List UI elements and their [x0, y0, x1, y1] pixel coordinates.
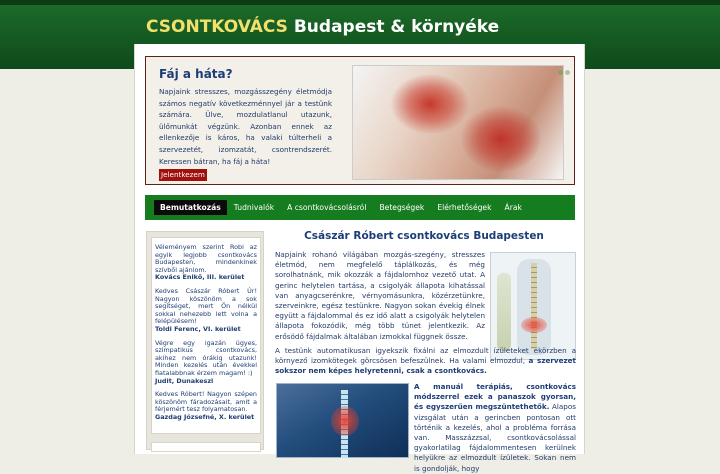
- hero-title: Fáj a háta?: [159, 67, 233, 81]
- paragraph-text: A testünk automatikusan igyekszik fixálni az elmozdult ízületeket ekörzben a környező izomkötegek görcsösen befeszülnek. Ha valami elmozdul,: [275, 346, 576, 366]
- testimonial-author: Gazdag Józsefné, X. kerület: [155, 412, 255, 421]
- page-title: Császár Róbert csontkovács Budapesten: [304, 230, 544, 242]
- testimonial-text: Végre egy igazán ügyes, szimpatikus csontkovács, akihez nem órákig utazunk! Minden kezelés után évekkel fiatalabbnak érzem magam! :): [155, 338, 257, 377]
- site-brand: CSONTKOVÁCS: [146, 17, 288, 37]
- nav-item-tudnivalok[interactable]: Tudnivalók: [233, 203, 275, 212]
- testimonial: [155, 340, 257, 386]
- pain-highlight: [461, 106, 541, 172]
- paragraph: [414, 382, 576, 474]
- pain-highlight: [391, 74, 469, 134]
- slider-dots: [556, 60, 570, 79]
- testimonial: [155, 244, 257, 282]
- nav-item-elerhetosegek[interactable]: Elérhetőségek: [437, 203, 492, 212]
- site-subtitle: Budapest & környéke: [293, 17, 500, 37]
- pain-highlight: [331, 406, 359, 436]
- testimonial: [155, 391, 257, 421]
- paragraph-text: Alapos vizsgálat után a gerincben pontosan ott történik a kezelés, ahol a probléma forrása van. Masszázzsal, csontkovácsolással gyakorlatilag fájdalommentesen kerülnek helyükre az elmozdult ízületek. Sokan nem is gondolják, hogy: [414, 402, 577, 473]
- slider-dot[interactable]: [558, 70, 563, 75]
- testimonials-box: [151, 237, 261, 434]
- pain-highlight: [521, 317, 547, 333]
- testimonial-text: Kedves Róbert! Nagyon szépen köszönöm fáradozásait, amit a férjemért tesz folyamatosan.: [155, 390, 257, 414]
- nav-item-arak[interactable]: Árak: [504, 203, 522, 212]
- slider-dot[interactable]: [565, 70, 570, 75]
- back-xray-image: [276, 383, 409, 458]
- figure-silhouette: [497, 273, 511, 351]
- nav-item-betegsegek[interactable]: Betegségek: [379, 203, 425, 212]
- sidebar: [146, 231, 264, 450]
- testimonial-author: Kovács Enikő, III. kerület: [155, 273, 245, 282]
- paragraph-emphasis: a szervezet sokszor nem képes helyretenni, csak a csontkovács.: [275, 356, 576, 376]
- sidebar-box: [151, 442, 261, 452]
- site-title[interactable]: [146, 17, 499, 37]
- spine-illustration: [490, 252, 576, 360]
- testimonial-author: Toldi Ferenc, VI. kerület: [155, 324, 241, 333]
- spine-column: [531, 263, 537, 349]
- main-nav: [145, 195, 575, 220]
- testimonial-text: Kedves Császár Róbert Úr! Nagyon köszönöm a sok segítséget, mert Ön nélkül sokkal nehezebb lett volna a felépülésem!: [155, 286, 257, 326]
- hero-text: Napjaink stresszes, mozgásszegény életmódja számos negatív következménnyel jár a testünk számára. Ülve, mozdulatlanul utazunk, ülőmunkát végzünk. Azonban ennek az ellenkezője is káros, ha valaki túlterheli a szervezetét, izomzatát, csontrendszerét. Keressen bátran, ha fáj a háta!: [159, 87, 332, 166]
- nav-item-csontkovacsolas[interactable]: A csontkovácsolásról: [287, 203, 367, 212]
- nav-item-bemutatkozas[interactable]: Bemutatkozás: [154, 200, 227, 215]
- testimonial: [155, 288, 257, 334]
- hero-banner: [145, 56, 575, 185]
- back-pain-photo: [352, 65, 564, 180]
- intro-paragraph: Napjaink rohanó világában mozgás-szegény, stresszes életmód, nem megfelelő táplálkozás, és még sorolhatnánk, mik okozzák a fájdalomhoz vezető utat. A gerinc helytelen tartása, a csigolyák állapota kihatással van anyagcserénkre, vérnyomásunkra, közérzetünkre, szerveinkre, egész testünkre. Nagyon sokan évekig élnek együtt a fájdalommal és ez idő alatt a csigolyák helytelen állapota fokozódik, még több tünet jelentkezik. Az erősödő fájdalmak általában izmokkal függnek össze.: [275, 250, 485, 341]
- testimonial-author: Judit, Dunakeszi: [155, 376, 214, 385]
- testimonial-text: Véleményem szerint Robi az egyik legjobb csontkovács Budapesten, mindenkinek szívből ajánlom.: [155, 243, 257, 274]
- paragraph: [275, 346, 576, 377]
- apply-button[interactable]: Jelentkezem: [161, 170, 205, 179]
- paragraph-lead: A manuál terápiás, csontkovács módszerrel ezek a panaszok gyorsan, és egyszerűen megszüntethetők.: [414, 382, 576, 412]
